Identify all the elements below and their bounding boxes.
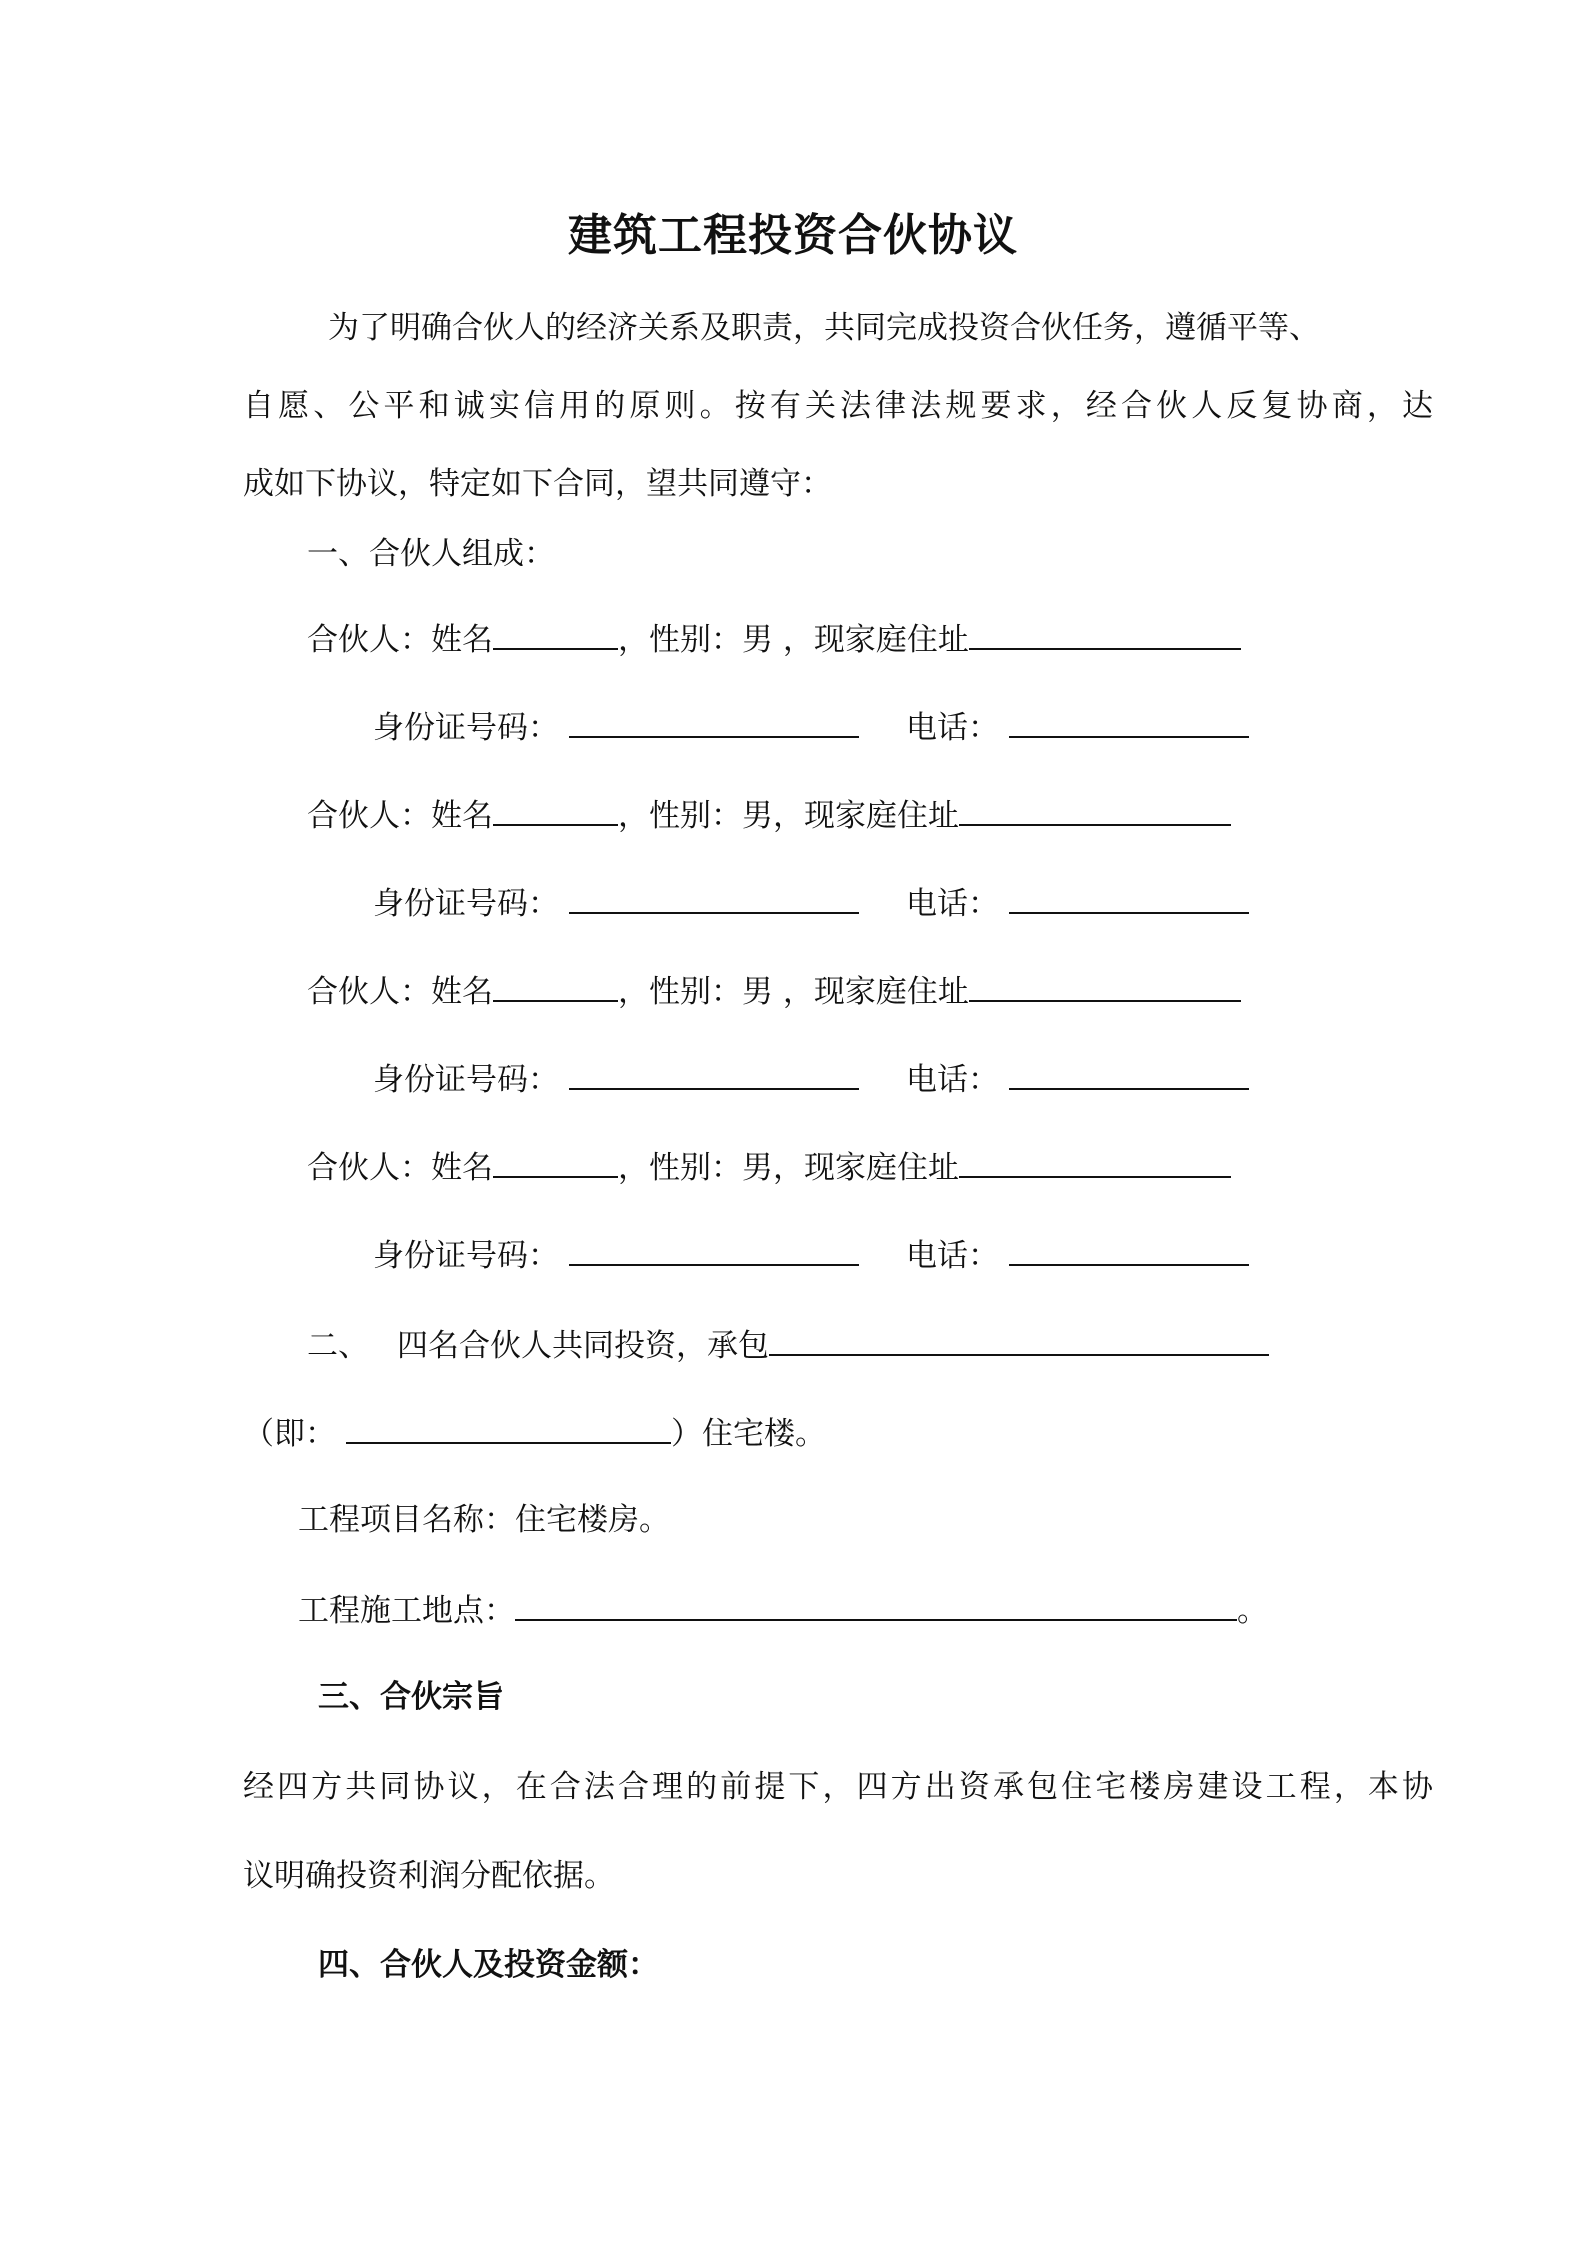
- section-2-heading: 二、: [307, 1328, 369, 1364]
- partner-id-blank[interactable]: [569, 882, 859, 914]
- partner-phone-blank[interactable]: [1009, 882, 1249, 914]
- section-2-row: [307, 1324, 1269, 1366]
- partner-gender-address-label: ，性别：男 ，现家庭住址: [618, 974, 969, 1010]
- partner-phone-blank[interactable]: [1009, 1058, 1249, 1090]
- partner-gender-address-label: ，性别：男，现家庭住址: [618, 1150, 959, 1186]
- partner-4-id-row: [373, 1234, 1249, 1276]
- partner-name-blank[interactable]: [493, 794, 618, 826]
- intro-line-2: 自愿、公平和诚实信用的原则。按有关法律法规要求，经合伙人反复协商，达: [243, 388, 1433, 424]
- partner-phone-label: 电话：: [906, 1062, 999, 1098]
- paren-open: （即：: [243, 1416, 336, 1452]
- partner-id-label: 身份证号码：: [373, 1062, 559, 1098]
- partner-address-blank[interactable]: [969, 618, 1241, 650]
- partner-name-label: 合伙人：姓名: [307, 622, 493, 658]
- paren-close: ）住宅楼。: [671, 1416, 826, 1452]
- partner-phone-blank[interactable]: [1009, 1234, 1249, 1266]
- document-title: 建筑工程投资合伙协议: [568, 210, 1018, 261]
- partner-1-id-row: [373, 706, 1249, 748]
- partner-id-label: 身份证号码：: [373, 710, 559, 746]
- intro-line-1: 为了明确合伙人的经济关系及职责，共同完成投资合伙任务，遵循平等、: [328, 310, 1320, 346]
- section-3-heading: 三、合伙宗旨: [318, 1679, 504, 1715]
- partner-id-blank[interactable]: [569, 1058, 859, 1090]
- section-4-heading: 四、合伙人及投资金额：: [318, 1947, 659, 1983]
- contract-project-blank[interactable]: [769, 1324, 1269, 1356]
- partner-address-blank[interactable]: [959, 1146, 1231, 1178]
- partner-id-label: 身份证号码：: [373, 1238, 559, 1274]
- partner-id-blank[interactable]: [569, 1234, 859, 1266]
- paren-blank[interactable]: [346, 1412, 671, 1444]
- section-3-line-2: 议明确投资利润分配依据。: [243, 1858, 615, 1894]
- partner-id-label: 身份证号码：: [373, 886, 559, 922]
- site-end: 。: [1237, 1593, 1268, 1629]
- partner-phone-label: 电话：: [906, 886, 999, 922]
- partner-2-row: [307, 794, 1231, 836]
- site-row: [298, 1589, 1268, 1631]
- partner-address-blank[interactable]: [969, 970, 1241, 1002]
- partner-name-label: 合伙人：姓名: [307, 1150, 493, 1186]
- partner-phone-label: 电话：: [906, 1238, 999, 1274]
- partner-name-blank[interactable]: [493, 970, 618, 1002]
- partner-3-row: [307, 970, 1241, 1012]
- section-1-heading: 一、合伙人组成：: [307, 536, 555, 572]
- site-blank[interactable]: [515, 1589, 1237, 1621]
- project-name-line: 工程项目名称：住宅楼房。: [298, 1502, 670, 1538]
- partner-phone-label: 电话：: [906, 710, 999, 746]
- partner-name-blank[interactable]: [493, 1146, 618, 1178]
- partner-gender-address-label: ，性别：男，现家庭住址: [618, 798, 959, 834]
- partner-name-label: 合伙人：姓名: [307, 974, 493, 1010]
- section-2-paren-row: [243, 1412, 826, 1454]
- partner-name-blank[interactable]: [493, 618, 618, 650]
- partner-phone-blank[interactable]: [1009, 706, 1249, 738]
- section-2-text: 四名合伙人共同投资，承包: [397, 1328, 769, 1364]
- partner-2-id-row: [373, 882, 1249, 924]
- partner-4-row: [307, 1146, 1231, 1188]
- intro-line-3: 成如下协议，特定如下合同，望共同遵守：: [243, 466, 832, 502]
- site-label: 工程施工地点：: [298, 1593, 515, 1629]
- partner-name-label: 合伙人：姓名: [307, 798, 493, 834]
- section-3-line-1: 经四方共同协议，在合法合理的前提下，四方出资承包住宅楼房建设工程，本协: [243, 1769, 1433, 1805]
- partner-address-blank[interactable]: [959, 794, 1231, 826]
- partner-gender-address-label: ，性别：男 ，现家庭住址: [618, 622, 969, 658]
- partner-1-row: [307, 618, 1241, 660]
- partner-3-id-row: [373, 1058, 1249, 1100]
- partner-id-blank[interactable]: [569, 706, 859, 738]
